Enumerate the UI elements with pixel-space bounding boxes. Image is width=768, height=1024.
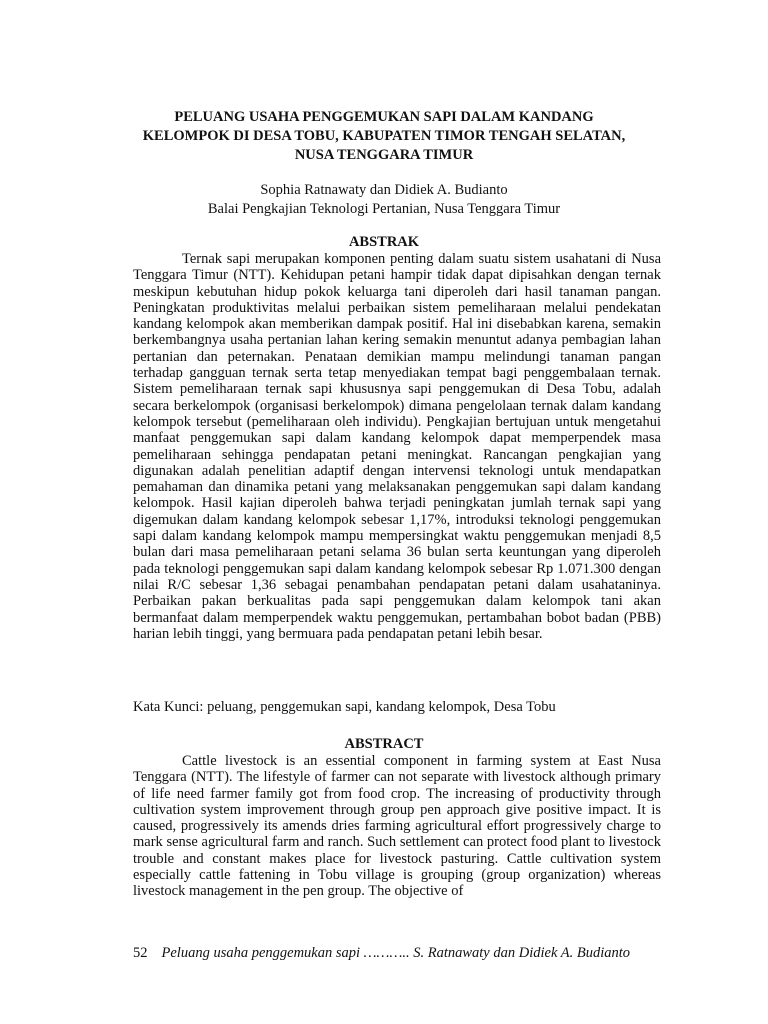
abstrak-heading: ABSTRAK (348, 234, 420, 250)
page-footer (133, 944, 668, 963)
author-affiliation: Balai Pengkajian Teknologi Pertanian, Nusa Tenggara Timur (207, 201, 561, 217)
page-number: 52 (133, 945, 148, 961)
running-head: Peluang usaha penggemukan sapi ……….. S. Ratnawaty dan Didiek A. Budianto (161, 945, 631, 961)
author-names: Sophia Ratnawaty dan Didiek A. Budianto (260, 182, 508, 198)
keywords-line: Kata Kunci: peluang, penggemukan sapi, kandang kelompok, Desa Tobu (133, 699, 556, 715)
title-line-2: KELOMPOK DI DESA TOBU, KABUPATEN TIMOR TENGAH SELATAN, (142, 128, 626, 144)
abstract-heading: ABSTRACT (344, 736, 424, 752)
abstract-paragraph: Cattle livestock is an essential component in farming system at East Nusa Tenggara (NTT). The lifestyle of farmer can not separate with livestock although primary of life need farmer family got from food crop. The increasing of productivity through cultivation system improvement through group pen approach give positive impact. It is caused, progressively its amends dries farming agricultural effort progressively charge to mark sense agricultural farm and ranch. Such settlement can protect food plant to livestock trouble and constant makes place for livestock pasturing. Cattle cultivation system especially cattle fattening in Tobu village is grouping (group organization) whereas livestock management in the pen group. The objective of (133, 753, 661, 900)
paper-title (120, 108, 648, 165)
title-line-1: PELUANG USAHA PENGGEMUKAN SAPI DALAM KANDANG (174, 109, 594, 125)
title-line-3: NUSA TENGGARA TIMUR (294, 147, 474, 163)
abstrak-paragraph: Ternak sapi merupakan komponen penting dalam suatu sistem usahatani di Nusa Tenggara Timur (NTT). Kehidupan petani hampir tidak dapat dipisahkan dengan ternak meskipun kebutuhan hidup pokok keluarga tani diperoleh dari hasil tanaman pangan. Peningkatan produktivitas melalui perbaikan sistem pemeliharaan melalui pendekatan kandang kelompok akan memberikan dampak positif. Hal ini disebabkan karena, semakin berkembangnya usaha pertanian lahan kering semakin menuntut adanya pembagian lahan pertanian dan peternakan. Penataan demikian mampu melindungi tanaman pangan terhadap gangguan ternak serta tetap menyediakan tempat bagi penggembalaan ternak. Sistem pemeliharaan ternak sapi khususnya sapi penggemukan di Desa Tobu, adalah secara berkelompok (organisasi berkelompok) dimana pengelolaan ternak dalam kandang kelompok tersebut (pemeliharaan oleh individu). Pengkajian bertujuan untuk mengetahui manfaat penggemukan sapi dalam kandang kelompok dapat memperpendek masa pemeliharaan sehingga pendapatan petani meningkat. Rancangan pengkajian yang digunakan adalah penelitian adaptif dengan intervensi teknologi untuk mendapatkan pemahaman dan dinamika petani yang melaksanakan penggemukan sapi dalam kandang kelompok. Hasil kajian diperoleh bahwa terjadi peningkatan jumlah ternak sapi yang digemukan dalam kandang kelompok sebesar 1,17%, introduksi teknologi penggemukan sapi dalam kandang kelompok mampu mempersingkat waktu penggemukan menjadi 8,5 bulan dari masa pemeliharaan petani selama 36 bulan serta keuntungan yang diperoleh pada teknologi penggemukan sapi dalam kandang kelompok sebesar Rp 1.071.300 dengan nilai R/C sebesar 1,36 sebagai penambahan pendapatan petani dalam usahataninya. Perbaikan pakan berkualitas pada sapi penggemukan dalam kelompok tani akan bermanfaat dalam memperpendek waktu penggemukan, pertambahan bobot badan (PBB) harian lebih tinggi, yang bermuara pada pendapatan petani lebih besar. (133, 251, 661, 642)
author-block (120, 181, 648, 219)
